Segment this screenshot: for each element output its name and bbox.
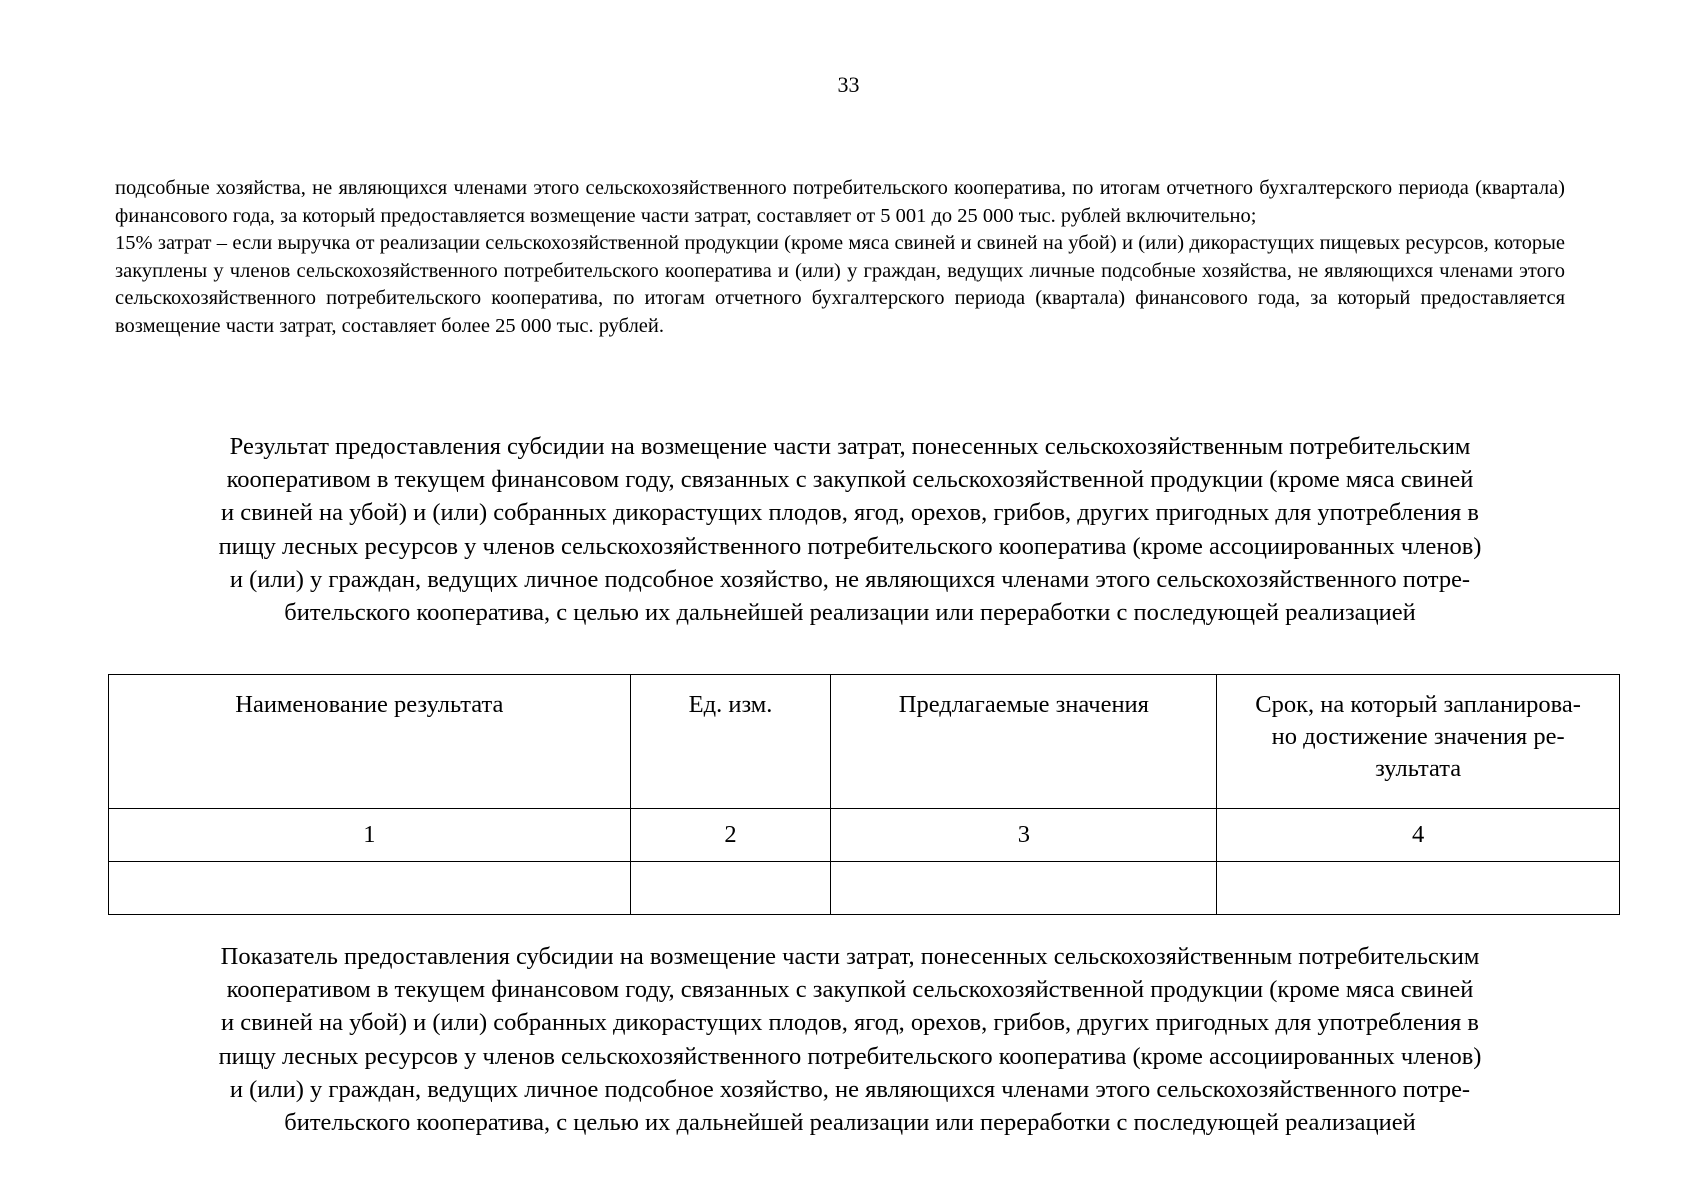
result-heading-line: кооперативом в текущем финансовом году, связанных с закупкой сельскохозяйственной продукции (кроме мяса свиней — [226, 466, 1474, 494]
intro-text — [115, 175, 1565, 341]
indicator-heading — [110, 940, 1590, 1139]
header-result-name: Наименование результата — [109, 675, 631, 809]
result-heading-line: и (или) у граждан, ведущих личное подсобное хозяйство, не являющихся членами этого сельскохозяйственного потре- — [229, 565, 1471, 593]
header-deadline-line: Срок, на который запланирова- — [1255, 691, 1581, 718]
indicator-heading-line: и (или) у граждан, ведущих личное подсобное хозяйство, не являющихся членами этого сельскохозяйственного потре- — [229, 1075, 1471, 1103]
table-header-row — [109, 675, 1620, 809]
header-deadline-line: но достижение значения ре- — [1271, 723, 1565, 750]
column-number: 3 — [831, 809, 1217, 862]
indicator-heading-line: кооперативом в текущем финансовом году, связанных с закупкой сельскохозяйственной продукции (кроме мяса свиней — [226, 976, 1474, 1004]
intro-paragraph-1: подсобные хозяйства, не являющихся членами этого сельскохозяйственного потребительского кооператива, по итогам отчетного бухгалтерского периода (квартала) финансового года, за который предоставляется возмещение части затрат, составляет от 5 001 до 25 000 тыс. рублей включительно; — [115, 177, 1565, 227]
intro-paragraph-2: 15% затрат – если выручка от реализации сельскохозяйственной продукции (кроме мяса свиней и свиней на убой) и (или) дикорастущих пищевых ресурсов, которые закуплены у членов сельскохозяйственного потребительского кооператива и (или) у граждан, ведущих личные подсобные хозяйства, не являющихся членами этого сельскохозяйственного потребительского кооператива, по итогам отчетного бухгалтерского периода (квартала) финансового года, за который предоставляется возмещение части затрат, составляет более 25 000 тыс. рублей. — [115, 232, 1565, 337]
indicator-heading-line: пищу лесных ресурсов у членов сельскохозяйственного потребительского кооператива (кроме ассоциированных членов) — [218, 1042, 1482, 1070]
indicator-heading-line: бительского кооператива, с целью их дальнейшей реализации или переработки с последующей реализацией — [284, 1109, 1416, 1137]
result-heading-line: Результат предоставления субсидии на возмещение части затрат, понесенных сельскохозяйственным потребительским — [229, 433, 1471, 460]
column-number: 1 — [109, 809, 631, 862]
table-cell — [109, 862, 631, 915]
table-cell — [1217, 862, 1620, 915]
results-table — [108, 674, 1620, 915]
column-number: 4 — [1217, 809, 1620, 862]
page-number: 33 — [837, 72, 860, 97]
header-deadline-line: зультата — [1375, 755, 1462, 782]
header-proposed-values: Предлагаемые значения — [831, 675, 1217, 809]
result-heading — [110, 430, 1590, 629]
result-heading-line: и свиней на убой) и (или) собранных дикорастущих плодов, ягод, орехов, грибов, других пригодных для употребления в — [221, 499, 1479, 527]
table-row — [109, 862, 1620, 915]
header-deadline — [1217, 675, 1620, 809]
indicator-heading-line: и свиней на убой) и (или) собранных дикорастущих плодов, ягод, орехов, грибов, других пригодных для употребления в — [221, 1009, 1479, 1037]
result-heading-line: бительского кооператива, с целью их дальнейшей реализации или переработки с последующей реализацией — [284, 599, 1416, 627]
indicator-heading-line: Показатель предоставления субсидии на возмещение части затрат, понесенных сельскохозяйственным потребительским — [220, 943, 1480, 970]
header-unit: Ед. изм. — [630, 675, 831, 809]
column-number: 2 — [630, 809, 831, 862]
table-cell — [630, 862, 831, 915]
result-heading-line: пищу лесных ресурсов у членов сельскохозяйственного потребительского кооператива (кроме ассоциированных членов) — [218, 532, 1482, 560]
table-cell — [831, 862, 1217, 915]
column-number-row — [109, 809, 1620, 862]
